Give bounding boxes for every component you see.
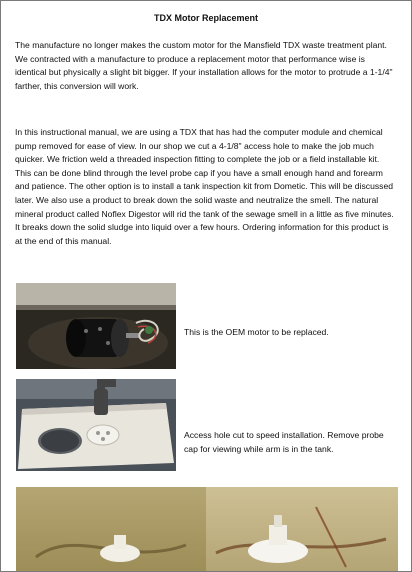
intro-paragraph: The manufacture no longer makes the custom motor for the Mansfield TDX waste treatment plant. We contracted with a manufacture to produce a replacement motor that performance wise is identical but physically a slight bit bigger. If your installation allows for the motor to protrude a 1-1/4" farther, this conversion will work. [15, 40, 393, 91]
tank-interior-photo [16, 487, 398, 572]
access-hole-caption: Access hole cut to speed installation. Remove probe cap for viewing while arm is in the tank. [184, 430, 384, 454]
instructions-paragraph: In this instructional manual, we are using a TDX that has had the computer module and chemical pump removed for ease of view. In our shop we cut a 4-1/8" access hole to make the job much quicker. We friction weld a threaded inspection fitting to complete the job or a field installable kit. This can be done blind through the level probe cap if you have a small enough hand and forearm and patience. The other option is to install a tank inspection kit from Dometic. This will be discussed later. We also use a product to break down the solid waste and neutralize the smell. The natural mineral product called Noflex Digestor will rid the tank of the sewage smell in a little as five minutes. It breaks down the solid sludge into liquid over a few hours. Ordering information for this product is at the end of this manual. [15, 127, 394, 246]
access-hole-photo [16, 379, 176, 471]
oem-motor-photo [16, 283, 176, 369]
oem-motor-caption: This is the OEM motor to be replaced. [184, 327, 329, 337]
document-title: TDX Motor Replacement [153, 13, 258, 23]
